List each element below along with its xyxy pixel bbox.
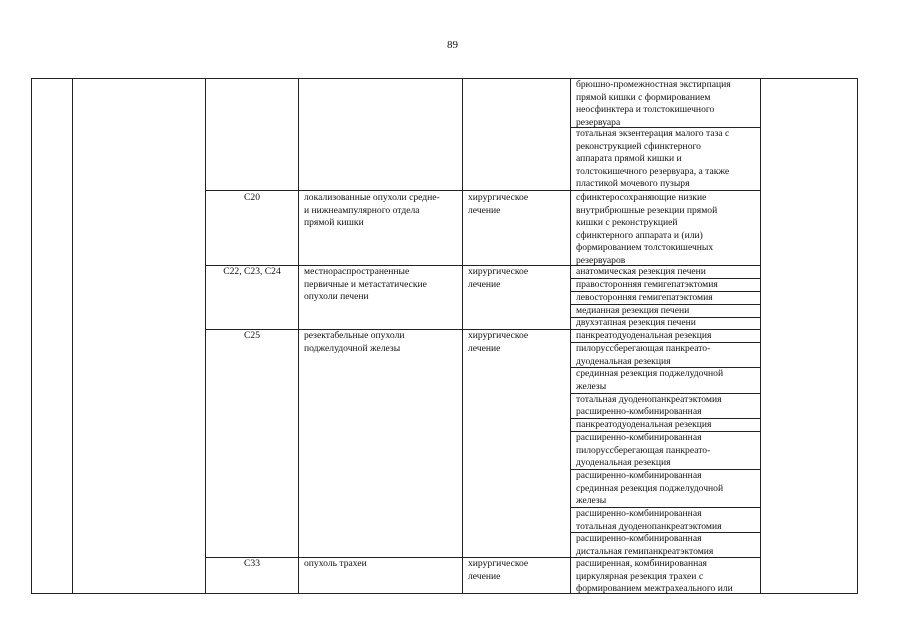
- method-cell: расширенно-комбинированная тотальная дуоденопанкреатэктомия: [576, 508, 722, 532]
- diagnosis-cell: опухоль трахеи: [304, 558, 367, 569]
- method-cell: тотальная дуоденопанкреатэктомия: [576, 394, 722, 405]
- method-cell: расширенно-комбинированная срединная резекция поджелудочной железы: [576, 470, 724, 506]
- method-cell: анатомическая резекция печени: [576, 266, 706, 277]
- table-frame: [31, 78, 858, 594]
- diagnosis-cell: резектабельные опухоли поджелудочной железы: [304, 330, 405, 354]
- method-cell: тотальная экзентерация малого таза с реконструкцией сфинктерного аппарата прямой кишки и толстокишечного резервуара, а также пластикой мочевого пузыря: [576, 128, 730, 189]
- treatment-cell: хирургическое лечение: [468, 558, 529, 582]
- method-cell: двухэтапная резекция печени: [576, 317, 696, 328]
- method-cell: сфинктеросохраняющие низкие внутрибрюшные резекции прямой кишки с реконструкцией сфинктерного аппарата и (или) формированием толстокишечных резервуаров: [576, 192, 718, 266]
- method-cell: левосторонняя гемигепатэктомия: [576, 292, 713, 303]
- column-divider: [72, 78, 73, 594]
- treatment-cell: хирургическое лечение: [468, 192, 529, 216]
- column-divider: [760, 78, 761, 594]
- treatment-cell: хирургическое лечение: [468, 330, 529, 354]
- column-divider: [462, 78, 463, 594]
- diagnosis-code: C22, C23, C24: [223, 266, 281, 277]
- method-cell: расширенно-комбинированная пилоруссберегающая панкреато- дуоденальная резекция: [576, 432, 711, 468]
- column-divider: [298, 78, 299, 594]
- diagnosis-cell: локализованные опухоли средне- и нижнеампулярного отдела прямой кишки: [304, 192, 440, 228]
- diagnosis-code: C20: [244, 192, 260, 203]
- method-cell: пилоруссберегающая панкреато- дуоденальная резекция: [576, 343, 711, 367]
- diagnosis-code: C33: [244, 558, 260, 569]
- method-cell: медианная резекция печени: [576, 305, 690, 316]
- treatment-cell: хирургическое лечение: [468, 266, 529, 290]
- column-divider: [570, 78, 571, 594]
- method-cell: расширенно-комбинированная дистальная гемипанкреатэктомия: [576, 533, 714, 557]
- method-cell: срединная резекция поджелудочной железы: [576, 368, 724, 392]
- method-cell: расширенная, комбинированная циркулярная резекция трахеи с формированием межтрахеального или: [576, 558, 733, 594]
- method-cell: расширенно-комбинированная панкреатодуоденальная резекция: [576, 406, 712, 430]
- method-cell: брюшно-промежностная экстирпация прямой кишки с формированием неосфинктера и толстокишечного резервуара: [576, 79, 731, 128]
- diagnosis-code: C25: [244, 330, 260, 341]
- method-cell: панкреатодуоденальная резекция: [576, 330, 712, 341]
- diagnosis-cell: местнораспространенные первичные и метастатические опухоли печени: [304, 266, 427, 302]
- page-number: 89: [447, 39, 458, 51]
- method-cell: правосторонняя гемигепатэктомия: [576, 279, 718, 290]
